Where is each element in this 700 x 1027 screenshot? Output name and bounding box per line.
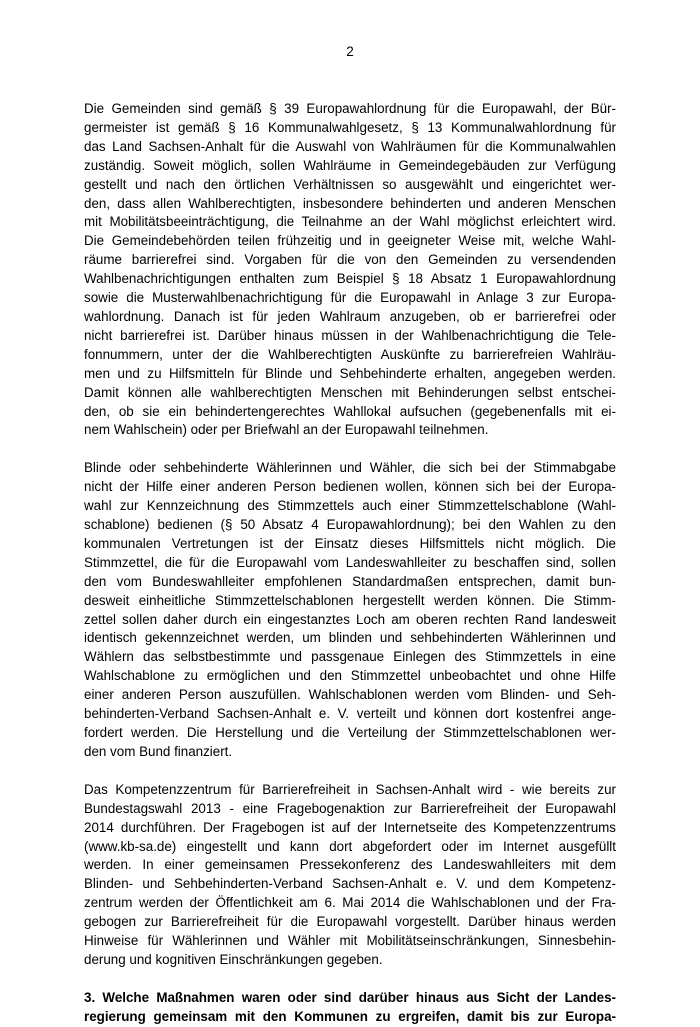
text-line: Bundestagswahl 2013 - eine Fragebogenaktion zur Barrierefreiheit der Europawahl [84, 800, 616, 816]
text-line: men und zu Hilfsmitteln für Blinde und Sehbehinderte erhalten, angegeben werden. [84, 365, 616, 381]
text-line: Das Kompetenzzentrum für Barrierefreiheit in Sachsen-Anhalt wird - wie bereits zur [84, 781, 616, 797]
text-line: derung und kognitiven Einschränkungen gegeben. [84, 951, 383, 967]
text-line: nem Wahlschein) oder per Briefwahl an der Europawahl teilnehmen. [84, 422, 489, 438]
text-line: regierung gemeinsam mit den Kommunen zu ergreifen, damit bis zur Europa- [84, 1008, 616, 1024]
text-line: Hinweise für Wählerinnen und Wähler mit Mobilitätseinschränkungen, Sinnesbehin- [84, 933, 616, 949]
text-line: zettel sollen daher durch ein eingestanztes Loch am oberen rechten Rand landesweit [84, 611, 616, 627]
text-line: wahl zur Kennzeichnung des Stimmzettels auch einer Stimmzettelschablone (Wahl- [84, 498, 616, 514]
text-line: mit Mobilitätsbeeinträchtigung, die Teilnahme an der Wahl möglichst erleichtert wird. [84, 214, 616, 230]
text-line: germeister ist gemäß § 16 Kommunalwahlgesetz, § 13 Kommunalwahlordnung für [84, 119, 616, 135]
text-line: zuständig. Soweit möglich, sollen Wahlräume in Gemeindegebäuden zur Verfügung [84, 157, 616, 173]
text-line: fonnummern, unter der die Wahlberechtigten Auskünfte zu barrierefreien Wahlräu- [84, 346, 616, 362]
text-line: 2014 durchführen. Der Fragebogen ist auf der Internetseite des Kompetenzzentrums [84, 819, 616, 835]
text-line: gestellt und nach den örtlichen Verhältnissen so ausgewählt und eingerichtet wer- [84, 176, 616, 192]
text-line: Blinden- und Sehbehinderten-Verband Sachsen-Anhalt e. V. und dem Kompetenz- [84, 876, 616, 892]
text-line: nicht der Hilfe einer anderen Person bedienen wollen, können sich bei der Europa- [84, 479, 616, 495]
text-line: 3. Welche Maßnahmen waren oder sind darüber hinaus aus Sicht der Landes- [84, 989, 616, 1005]
text-line: fordert werden. Die Herstellung und die Verteilung der Stimmzettelschablonen wer- [84, 725, 616, 740]
paragraph-competence-center [84, 781, 616, 970]
text-line: Blinde oder sehbehinderte Wählerinnen und Wähler, die sich bei der Stimmabgabe [84, 460, 616, 476]
page-number: 2 [346, 44, 354, 59]
text-line: schablone) bedienen (§ 50 Absatz 4 Europawahlordnung); bei den Wahlen zu den [84, 517, 616, 533]
paragraph-polling-stations [84, 100, 616, 440]
question-heading [84, 989, 616, 1027]
text-line: wahlordnung. Danach ist für jeden Wahlraum anzugeben, ob er barrierefrei oder [84, 308, 616, 324]
text-line: einer anderen Person auszufüllen. Wahlschablonen werden vom Blinden- und Seh- [84, 687, 616, 703]
text-line: den, ob sie ein behindertengerechtes Wahllokal aufsuchen (gegebenenfalls mit ei- [84, 403, 616, 419]
text-line: den vom Bundeswahlleiter empfohlenen Standardmaßen entsprechen, damit bun- [84, 573, 616, 589]
text-line: nicht barrierefrei ist. Darüber hinaus müssen in der Wahlbenachrichtigung die Tele- [84, 327, 616, 343]
text-line: Wählern das selbstbestimmte und passgenaue Einlegen des Stimmzettels in eine [84, 649, 616, 665]
text-line: sowie die Musterwahlbenachrichtigung für die Europawahl in Anlage 3 zur Europa- [84, 290, 616, 306]
text-line: identisch gekennzeichnet werden, um blinden und sehbehinderten Wählerinnen und [84, 630, 616, 646]
text-line: (www.kb-sa.de) eingestellt und kann dort abgefordert oder im Internet ausgefüllt [84, 838, 616, 854]
text-line: den vom Bund finanziert. [84, 743, 233, 759]
text-line: Die Gemeinden sind gemäß § 39 Europawahlordnung für die Europawahl, der Bür- [84, 101, 616, 116]
text-line: zentrum werden der Öffentlichkeit am 6. Mai 2014 die Wahlschablonen und der Fra- [84, 895, 616, 911]
document-body [84, 100, 616, 1027]
text-line: behinderten-Verband Sachsen-Anhalt e. V. verteilt und können dort kostenfrei ange- [84, 706, 616, 722]
text-line: Wahlschablone zu ermöglichen und den Stimmzettel unbeobachtet und ohne Hilfe [84, 668, 616, 684]
text-line: desweit einheitliche Stimmzettelschablonen hergestellt werden können. Die Stimm- [84, 592, 616, 608]
text-line: den, dass allen Wahlberechtigten, insbesondere behinderten und anderen Menschen [84, 195, 616, 211]
text-line: räume barrierefrei sind. Vorgaben für die von den Gemeinden zu versendenden [84, 252, 616, 268]
text-line: gebogen zur Barrierefreiheit für die Europawahl vorgestellt. Darüber hinaus werden [84, 914, 616, 930]
text-line: Wahlbenachrichtigungen enthalten zum Beispiel § 18 Absatz 1 Europawahlordnung [84, 271, 616, 287]
text-line: werden. In einer gemeinsamen Pressekonferenz des Landeswahlleiters mit dem [84, 857, 616, 873]
text-line: Stimmzettel, die für die Europawahl vom Landeswahlleiter zu beschaffen sind, sollen [84, 554, 616, 570]
paragraph-ballot-templates [84, 459, 616, 762]
text-line: das Land Sachsen-Anhalt für die Auswahl von Wahlräumen für die Kommunalwahlen [84, 138, 616, 154]
text-line: Die Gemeindebehörden teilen frühzeitig und in geeigneter Weise mit, welche Wahl- [84, 233, 616, 249]
text-line: kommunalen Vertretungen ist der Einsatz dieses Hilfsmittels nicht möglich. Die [84, 535, 616, 551]
text-line: Damit können alle wahlberechtigten Menschen mit Behinderungen selbst entschei- [84, 384, 616, 400]
